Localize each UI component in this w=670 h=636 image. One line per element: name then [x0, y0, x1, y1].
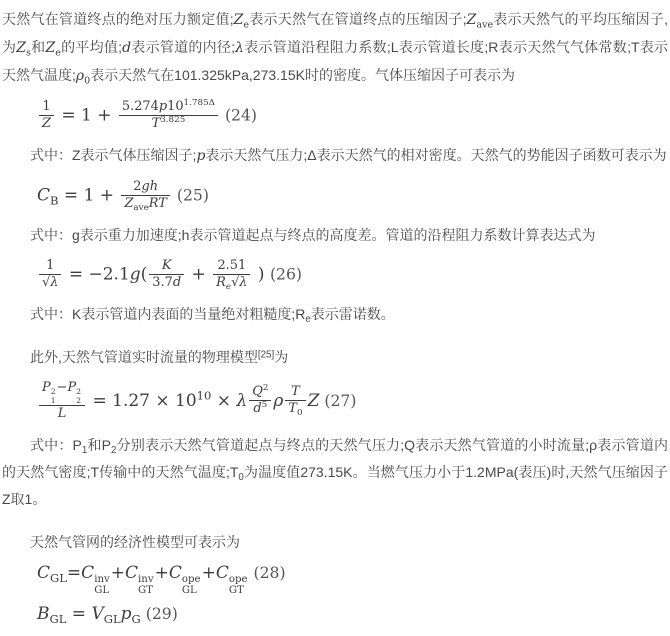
paragraph-symbol-definitions: 天然气在管道终点的绝对压力额定值$;Z_e$表示天然气在管道终点的压缩因子$;Z_{ave}$表示天然气的平均压缩因子,为$Z_s$和$Z_e$的平均值;d表示管道的内径;λ表示管道沿程阻力系数;L表示管道长度;R表示天然气气体常数;T表示天然气温度$;\rho_0$表示天然气在101.325kPa,273.15K时的密度。气体压缩因子可表示为: [2, 11, 669, 87]
equation-25-potential-energy-factor: $C_B = 1$ + $\frac{2gh}{Z_{ave}RT}$ (25): [37, 179, 209, 213]
equation-27-flow-physical-model: P 2 1 −P 2 2 L = $1.27 \times 10^{10} \times \lambda$ $\frac{Q^2}{d^5}$ ρ $\frac{T}{T_0}$ Z (27): [37, 381, 668, 422]
paragraph-eq27-notes: 式中：$P_1$和$P_2$分别表示天然气管道起点与终点的天然气压力;Q表示天然气管道的小时流量;ρ表示管道内的天然气密度;T传输中的天然气温度$;T_0$为温度值273.15K。当燃气压力小于1.2MPa(表压)时,天然气压缩因子Z取1。: [2, 436, 668, 507]
equation-29-benefit-model: $B_{GL} = V_{GL}p_G$ (29): [37, 603, 178, 626]
paragraph-flow-model-intro: 此外,天然气管道实时流量的物理模型[25]为: [30, 349, 289, 365]
paragraph-eq25-notes: 式中：g表示重力加速度;h表示管道起点与终点的高度差。管道的沿程阻力系数计算表达式为: [30, 227, 596, 243]
paragraph-eq24-notes: 式中：Z表示气体压缩因子;p表示天然气压力;Δ表示天然气的相对密度。天然气的势能因子函数可表示为: [30, 147, 667, 164]
equation-28-cost-model: $C_{GL}=C$ inv GL +C inv GT +C ope GL +C ope GT (28): [37, 562, 286, 597]
equation-26-friction-coefficient: $\frac{1}{√\lambda}$ = −2.1g( $\frac{K}{3.7d}$ + $\frac{2.51}{R_e√\lambda}$ ) (26): [37, 259, 668, 291]
paragraph-eq26-notes: 式中：K表示管道内表面的当量绝对粗糙度$;R_e$表示雷诺数。: [30, 306, 395, 325]
equation-24-compressibility-factor: $\frac{1}{Z}$ = 1 + $\frac{5.274p10^{1.785\Delta}}{T^{3.825}}$ (24): [37, 100, 668, 132]
paragraph-economic-model-intro: 天然气管网的经济性模型可表示为: [30, 533, 240, 550]
